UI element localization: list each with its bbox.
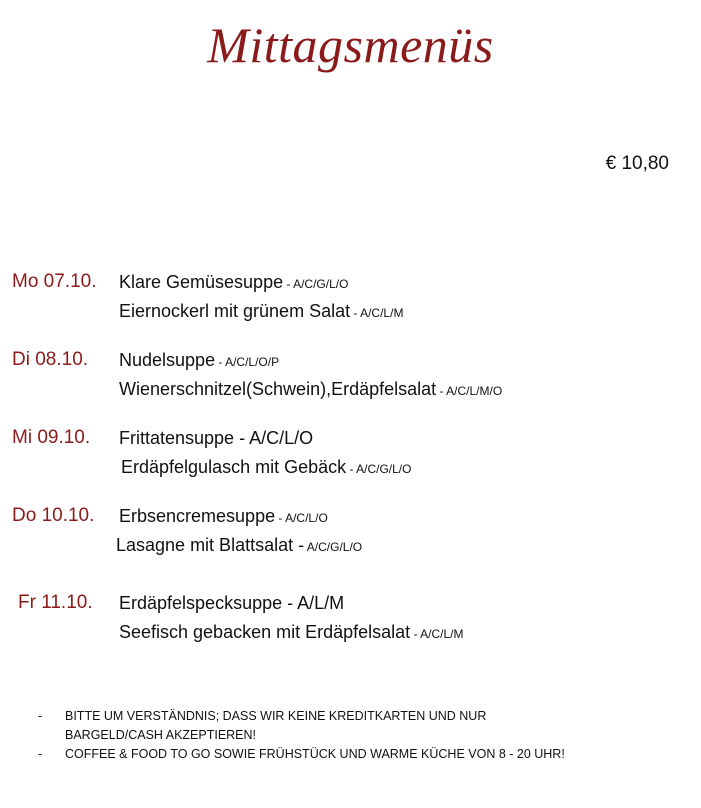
soup-item — [119, 348, 279, 374]
allergen-codes: - A/C/L/M/O — [436, 384, 503, 398]
main-dish-name: Seefisch gebacken mit Erdäpfelsalat — [119, 622, 411, 642]
allergen-codes: - A/C/G/L/O — [283, 277, 349, 291]
soup-name: Erdäpfelspecksuppe - A/L/M — [119, 593, 345, 613]
day-label: Di 08.10. — [12, 349, 89, 370]
day-wednesday — [0, 426, 701, 486]
day-label: Fr 11.10. — [18, 592, 93, 613]
note-payment — [34, 707, 674, 745]
day-label: Do 10.10. — [12, 505, 95, 526]
soup-name: Frittatensuppe - A/C/L/O — [119, 428, 314, 448]
soup-name: Erbsencremesuppe — [119, 506, 276, 526]
allergen-codes: - A/C/L/O — [275, 511, 328, 525]
page-title: Mittagsmenüs — [207, 17, 494, 73]
day-tuesday — [0, 348, 701, 408]
soup-item — [119, 591, 344, 617]
main-dish-item — [119, 620, 464, 646]
note-opening-hours — [34, 745, 674, 764]
note-text: BITTE UM VERSTÄNDNIS; DASS WIR KEINE KREDITKARTEN UND NUR — [65, 709, 487, 723]
bullet-dash: - — [38, 709, 43, 723]
main-dish-item — [119, 299, 403, 325]
main-dish-item — [116, 533, 362, 559]
soup-name: Nudelsuppe — [119, 350, 216, 370]
soup-item — [119, 270, 348, 296]
notes-list — [34, 707, 674, 764]
main-dish-name: Wienerschnitzel(Schwein),Erdäpfelsalat — [119, 379, 437, 399]
main-dish-name: Erdäpfelgulasch mit Gebäck — [121, 457, 347, 477]
note-text-continued: BARGELD/CASH AKZEPTIEREN! — [65, 728, 257, 742]
allergen-codes: - A/C/L/M — [350, 306, 404, 320]
allergen-codes: - A/C/L/M — [410, 627, 464, 641]
soup-item — [119, 426, 313, 452]
allergen-codes: - A/C/G/L/O — [346, 462, 412, 476]
soup-name: Klare Gemüsesuppe — [119, 272, 284, 292]
main-dish-name: Eiernockerl mit grünem Salat — [119, 301, 351, 321]
main-dish-name: Lasagne mit Blattsalat - — [116, 535, 305, 555]
allergen-codes: A/C/G/L/O — [304, 540, 363, 554]
main-dish-item — [121, 455, 411, 481]
day-friday — [0, 591, 701, 651]
note-text: COFFEE & FOOD TO GO SOWIE FRÜHSTÜCK UND WARME KÜCHE VON 8 - 20 UHR! — [65, 747, 565, 761]
day-monday — [0, 270, 701, 330]
day-label: Mi 09.10. — [12, 427, 91, 448]
menu-price: € 10,80 — [605, 153, 669, 174]
main-dish-item — [119, 377, 502, 403]
day-thursday — [0, 504, 701, 564]
bullet-dash: - — [38, 747, 43, 761]
day-label: Mo 07.10. — [12, 271, 97, 292]
soup-item — [119, 504, 328, 530]
allergen-codes: - A/C/L/O/P — [215, 355, 280, 369]
